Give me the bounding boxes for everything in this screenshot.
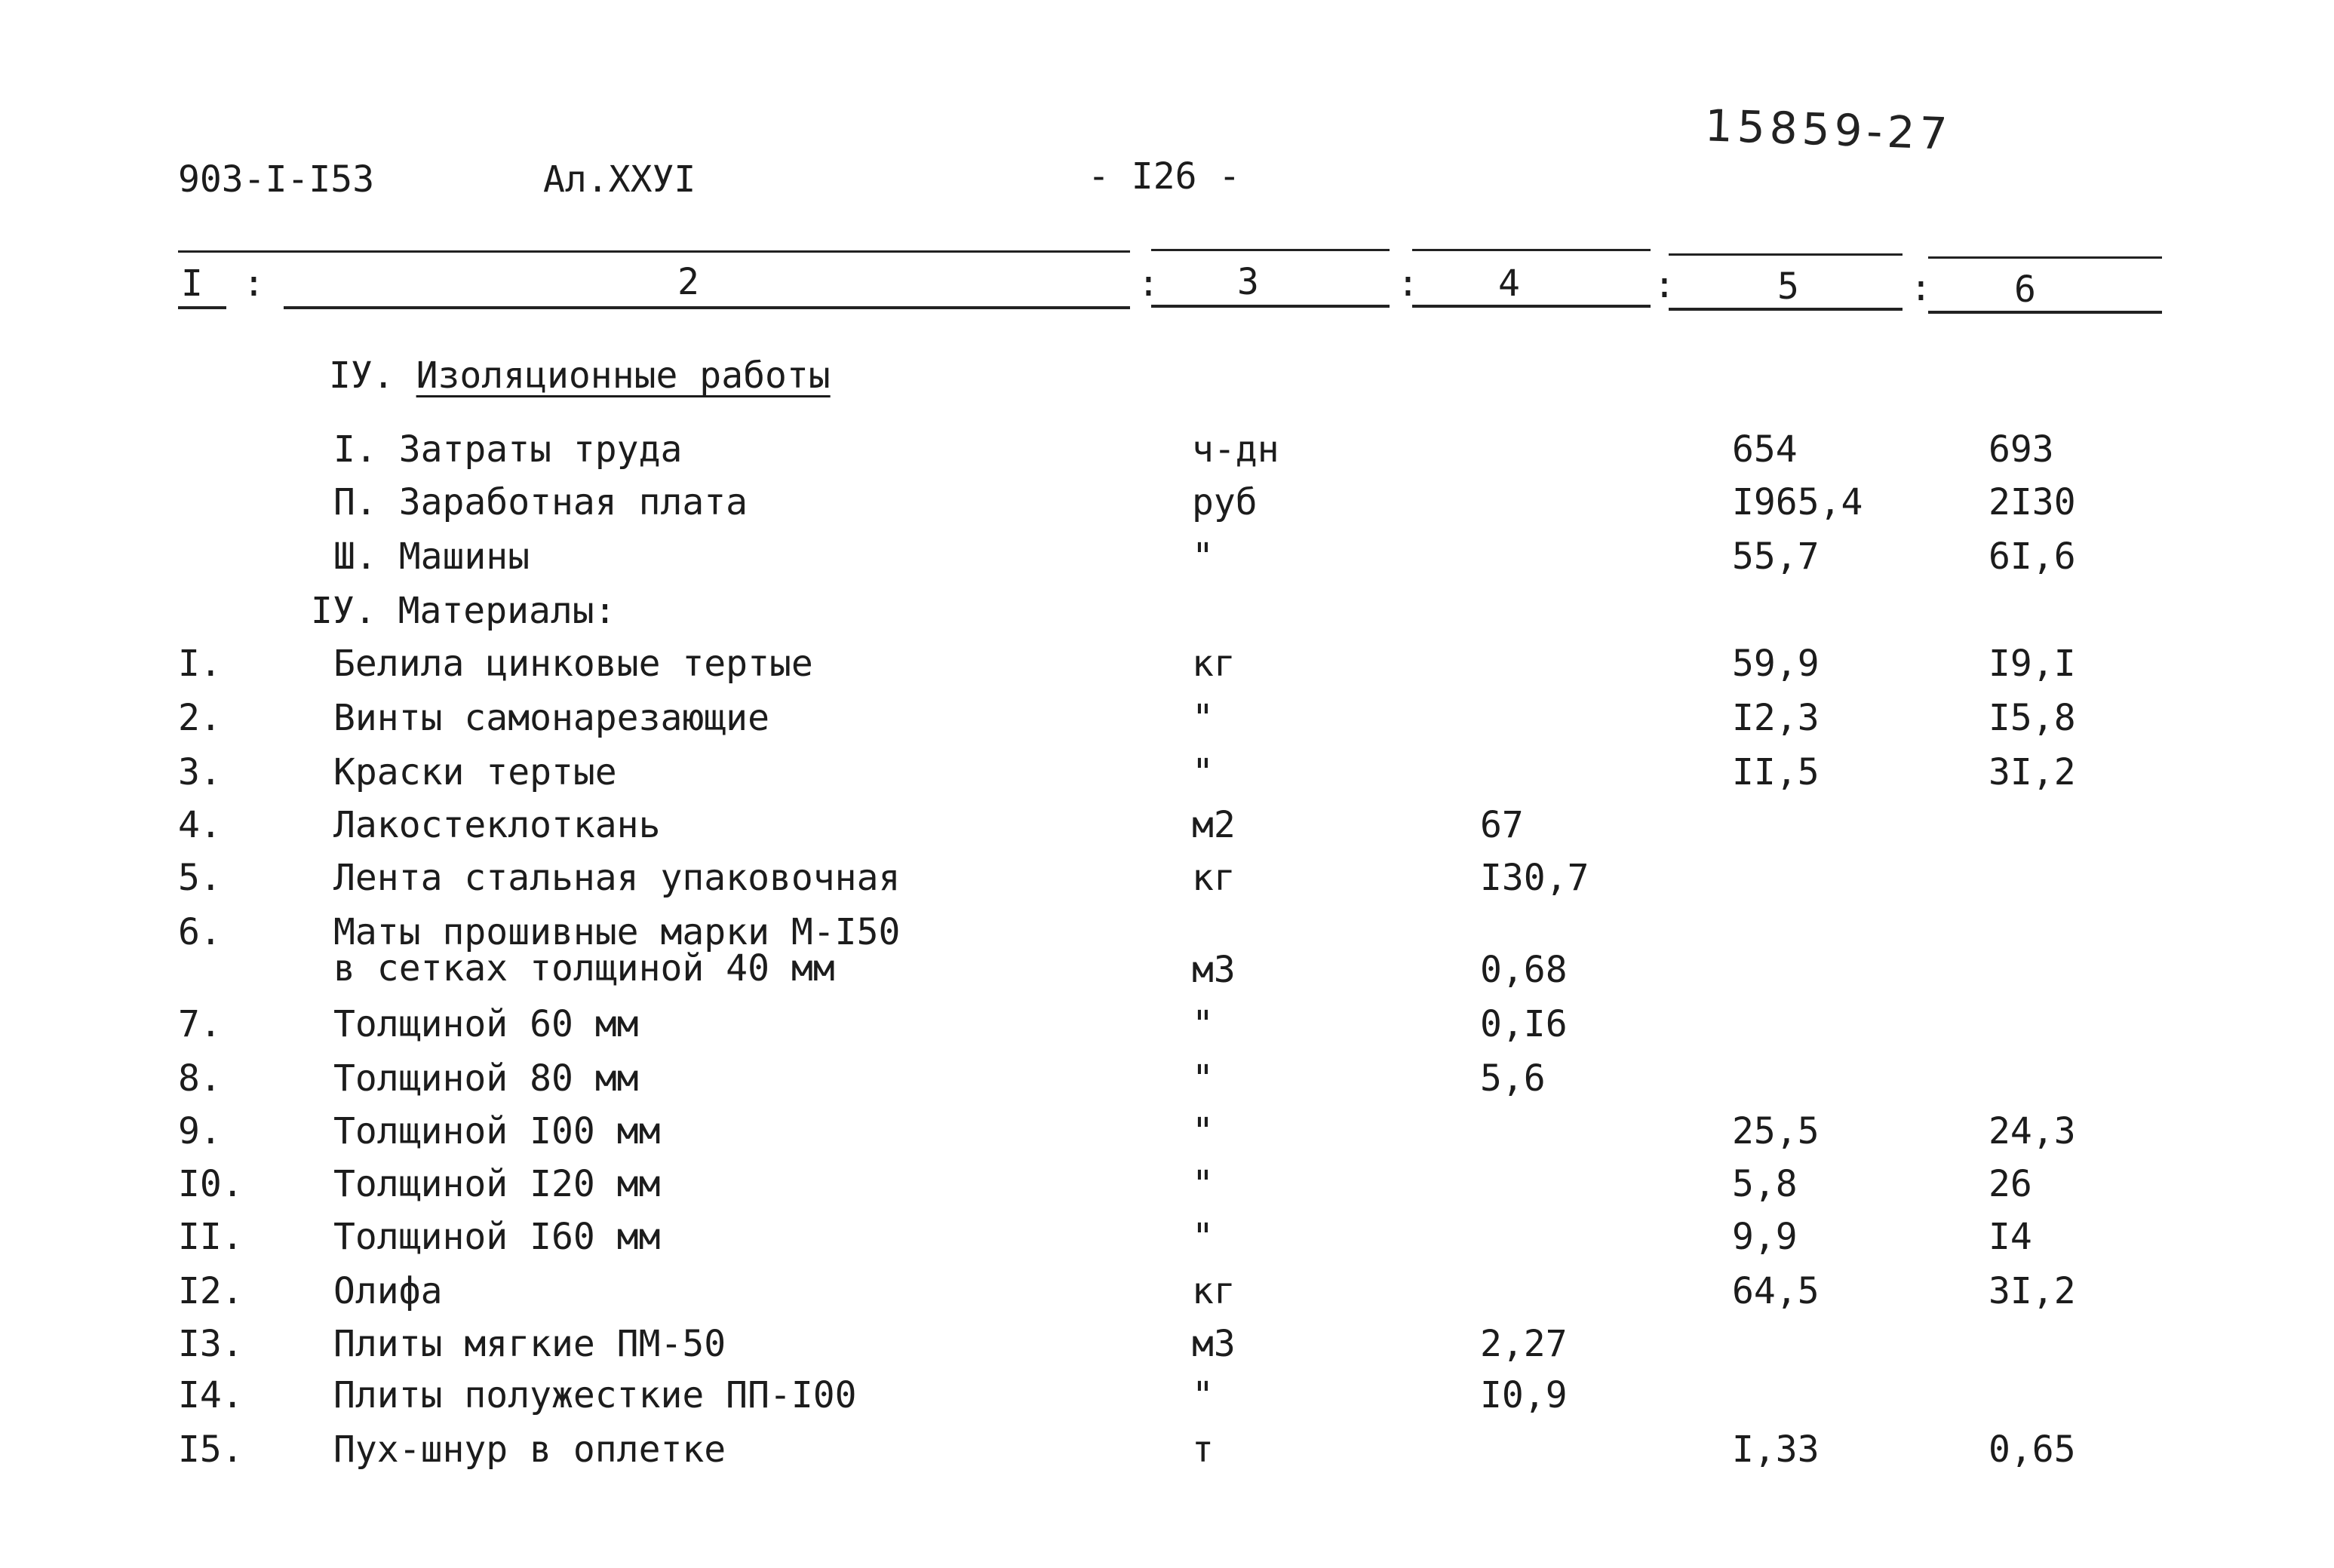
row-name: Толщиной 80 мм	[333, 1057, 639, 1100]
row-col4: 5,6	[1480, 1057, 1546, 1100]
row-col6: 2I30	[1989, 481, 2076, 523]
column-separator: :	[1138, 262, 1159, 305]
row-label: IУ. Материалы:	[311, 590, 616, 632]
row-name: Лента стальная упаковочная	[333, 857, 901, 899]
row-unit: "	[1192, 1003, 1214, 1045]
row-number: 3.	[178, 751, 222, 793]
row-col5: I,33	[1732, 1428, 1820, 1471]
page-number: - I26 -	[1088, 155, 1241, 198]
column-header-4: 4	[1498, 262, 1520, 305]
row-number: I.	[178, 643, 222, 685]
row-label: I. Затраты труда	[333, 428, 683, 471]
row-col5: I2,3	[1732, 697, 1820, 739]
row-col6: 6I,6	[1989, 535, 2076, 578]
row-name: Винты самонарезающие	[333, 697, 769, 739]
section-heading	[329, 354, 831, 397]
column-header-5: 5	[1777, 265, 1799, 308]
row-unit: м3	[1192, 1323, 1236, 1365]
row-unit: "	[1192, 751, 1214, 793]
row-col6: I4	[1989, 1216, 2032, 1258]
column-separator: :	[1910, 267, 1932, 309]
row-col5: II,5	[1732, 751, 1820, 793]
column-separator: :	[1654, 264, 1675, 306]
row-unit: "	[1192, 1374, 1214, 1416]
row-col4: 0,I6	[1480, 1003, 1568, 1045]
row-name: Краски тертые	[333, 751, 617, 793]
row-unit: м2	[1192, 804, 1236, 846]
row-col6: 693	[1989, 428, 2054, 471]
table-row	[0, 804, 2334, 852]
row-col6: 3I,2	[1989, 751, 2076, 793]
header-rule-bottom-5	[1669, 308, 1903, 311]
row-number: 9.	[178, 1110, 222, 1152]
table-row	[0, 643, 2334, 691]
row-col4: 0,68	[1480, 949, 1568, 991]
row-col6: 3I,2	[1989, 1270, 2076, 1312]
header-rule-bottom-3	[1151, 305, 1390, 308]
row-name: Олифа	[333, 1270, 443, 1312]
row-col6: 0,65	[1989, 1428, 2076, 1471]
album-number: Ал.XXУI	[543, 158, 696, 201]
row-number: 2.	[178, 697, 222, 739]
row-col6: 26	[1989, 1163, 2032, 1205]
table-row	[0, 751, 2334, 799]
table-row	[0, 590, 2334, 638]
table-row	[0, 428, 2334, 477]
table-row	[0, 1110, 2334, 1158]
row-name: Толщиной I00 мм	[333, 1110, 661, 1152]
header-rule-top-6	[1928, 256, 2162, 259]
row-unit: "	[1192, 1057, 1214, 1100]
table-row	[0, 481, 2334, 529]
header-rule-top-left	[178, 250, 1130, 253]
section-numeral: IУ.	[329, 354, 395, 397]
row-col5: 55,7	[1732, 535, 1820, 578]
column-header-3: 3	[1237, 261, 1259, 303]
row-name: Маты прошивные марки М-I50	[333, 911, 901, 953]
row-col4: I30,7	[1480, 857, 1589, 899]
row-unit: "	[1192, 535, 1214, 578]
row-name: Пух-шнур в оплетке	[333, 1428, 726, 1471]
row-col5: 59,9	[1732, 643, 1820, 685]
row-unit: кг	[1192, 1270, 1236, 1312]
row-unit: т	[1192, 1428, 1214, 1471]
row-number: 7.	[178, 1003, 222, 1045]
row-col5: 9,9	[1732, 1216, 1798, 1258]
document-code: 903-I-I53	[178, 158, 375, 201]
row-col6: I5,8	[1989, 697, 2076, 739]
header-rule-bottom-4	[1412, 305, 1651, 308]
row-unit: "	[1192, 1110, 1214, 1152]
row-col5: I965,4	[1732, 481, 1863, 523]
column-separator: :	[1397, 262, 1419, 305]
row-number: I0.	[178, 1163, 244, 1205]
row-col6: I9,I	[1989, 643, 2076, 685]
row-unit: кг	[1192, 643, 1236, 685]
table-row	[0, 1323, 2334, 1371]
row-unit: м3	[1192, 949, 1236, 991]
row-col4: I0,9	[1480, 1374, 1568, 1416]
row-unit: "	[1192, 1216, 1214, 1258]
row-number: I4.	[178, 1374, 244, 1416]
row-col4: 67	[1480, 804, 1524, 846]
row-col5: 25,5	[1732, 1110, 1820, 1152]
section-title: Изоляционные работы	[416, 354, 831, 397]
row-number: I5.	[178, 1428, 244, 1471]
row-number: II.	[178, 1216, 244, 1258]
row-name: Белила цинковые тертые	[333, 643, 813, 685]
table-row	[0, 911, 2334, 997]
row-unit: руб	[1192, 481, 1258, 523]
header-rule-top-4	[1412, 249, 1651, 251]
row-name: Толщиной I20 мм	[333, 1163, 661, 1205]
table-row	[0, 1163, 2334, 1211]
table-row	[0, 1428, 2334, 1477]
row-unit: кг	[1192, 857, 1236, 899]
table-row	[0, 857, 2334, 905]
header-rule-top-3	[1151, 249, 1390, 251]
row-unit: "	[1192, 1163, 1214, 1205]
row-number: 6.	[178, 911, 222, 953]
column-header-2: 2	[677, 261, 699, 303]
row-number: 4.	[178, 804, 222, 846]
table-row	[0, 1003, 2334, 1051]
handwritten-stamp-number: 15859-27	[1703, 100, 1953, 160]
table-row	[0, 1270, 2334, 1318]
row-col5: 654	[1732, 428, 1798, 471]
row-unit: ч-дн	[1192, 428, 1279, 471]
row-name: Плиты полужесткие ПП-I00	[333, 1374, 857, 1416]
row-name-continuation: в сетках толщиной 40 мм	[333, 947, 835, 990]
row-name: Лакостеклоткань	[333, 804, 661, 846]
column-separator: :	[243, 262, 265, 305]
row-number: I3.	[178, 1323, 244, 1365]
row-number: 8.	[178, 1057, 222, 1100]
row-number: I2.	[178, 1270, 244, 1312]
row-col6: 24,3	[1989, 1110, 2076, 1152]
table-row	[0, 1216, 2334, 1264]
header-rule-top-5	[1669, 253, 1903, 256]
table-row	[0, 697, 2334, 745]
row-col5: 64,5	[1732, 1270, 1820, 1312]
row-unit: "	[1192, 697, 1214, 739]
row-label: П. Заработная плата	[333, 481, 748, 523]
table-row	[0, 1057, 2334, 1106]
header-rule-bottom-2	[284, 306, 1130, 309]
row-number: 5.	[178, 857, 222, 899]
row-col5: 5,8	[1732, 1163, 1798, 1205]
row-col4: 2,27	[1480, 1323, 1568, 1365]
row-name: Плиты мягкие ПМ-50	[333, 1323, 726, 1365]
row-name: Толщиной I60 мм	[333, 1216, 661, 1258]
header-rule-bottom-6	[1928, 311, 2162, 314]
table-row	[0, 1374, 2334, 1422]
column-header-6: 6	[2014, 268, 2036, 311]
row-label: Ш. Машины	[333, 535, 530, 578]
column-header-1: I	[181, 262, 203, 305]
table-row	[0, 535, 2334, 584]
row-name: Толщиной 60 мм	[333, 1003, 639, 1045]
header-rule-bottom-1	[178, 306, 226, 309]
